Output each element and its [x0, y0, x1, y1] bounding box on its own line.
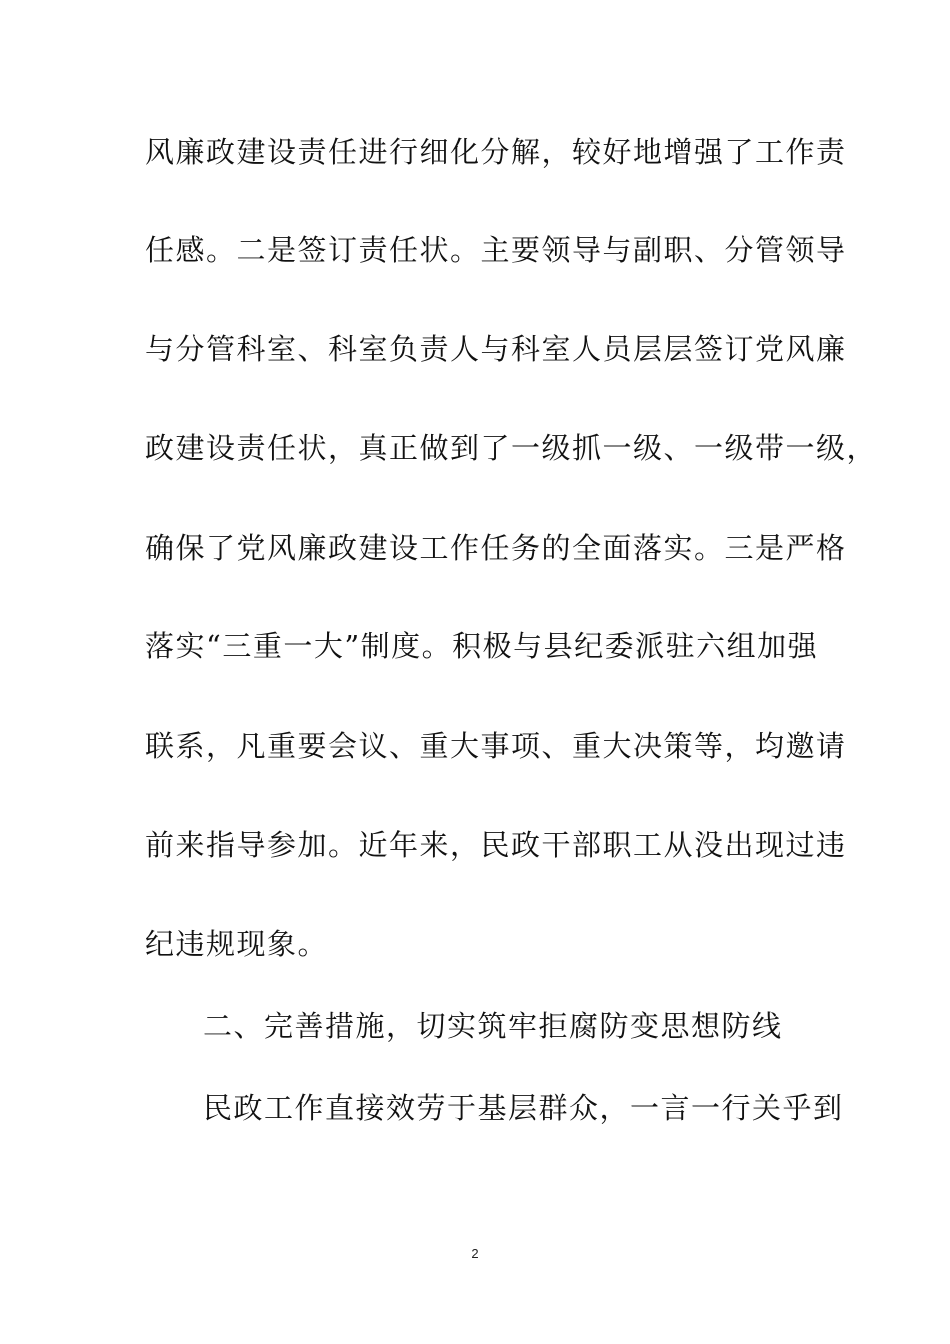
section-heading: 二、完善措施，切实筑牢拒腐防变思想防线: [203, 1009, 783, 1043]
body-text-line: 任感。二是签订责任状。主要领导与副职、分管领导: [145, 233, 847, 267]
body-text-line: 前来指导参加。近年来，民政干部职工从没出现过违: [145, 828, 847, 862]
body-text-line: 风廉政建设责任进行细化分解，较好地增强了工作责: [145, 135, 847, 169]
paragraph-first-line: 民政工作直接效劳于基层群众，一言一行关乎到: [203, 1091, 844, 1125]
body-text-line: 与分管科室、科室负责人与科室人员层层签订党风廉: [145, 332, 847, 366]
body-text-line: 确保了党风廉政建设工作任务的全面落实。三是严格: [145, 531, 847, 565]
body-text-line: 政建设责任状，真正做到了一级抓一级、一级带一级，: [145, 431, 878, 465]
body-text-line: 联系，凡重要会议、重大事项、重大决策等，均邀请: [145, 729, 847, 763]
page-number: 2: [471, 1246, 479, 1261]
body-text-line: 落实“三重一大”制度。积极与县纪委派驻六组加强: [145, 629, 819, 663]
body-text-line: 纪违规现象。: [145, 927, 329, 961]
